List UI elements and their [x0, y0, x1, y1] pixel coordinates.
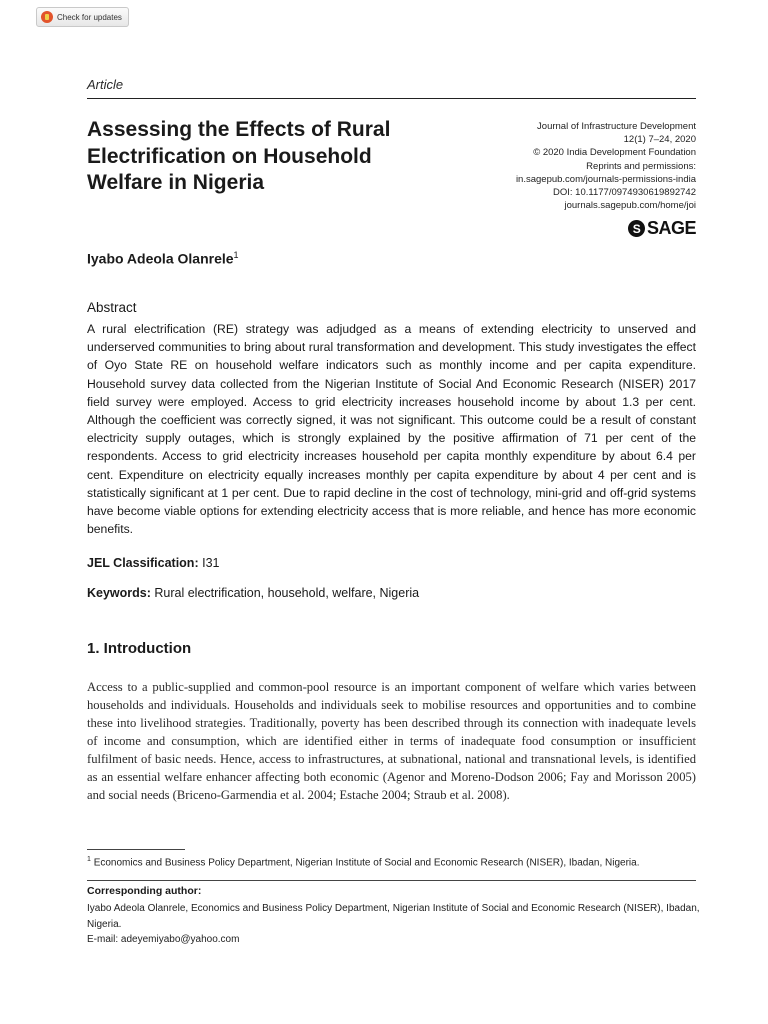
footnote-text: Economics and Business Policy Department, Nigerian Institute of Social and Economic Research (NISER), Ibadan, Nigeria.: [93, 857, 640, 869]
keywords-label: Keywords:: [87, 586, 151, 600]
corresponding-author-heading: Corresponding author:: [87, 885, 202, 897]
keywords: [87, 586, 419, 600]
keywords-value: Rural electrification, household, welfare, Nigeria: [154, 586, 420, 600]
corresponding-author-block: [87, 901, 702, 948]
introduction-paragraph: Access to a public-supplied and common-pool resource is an important component of welfare which varies between households and individuals. Households and individuals seek to mobilise resources and opportunities and to combine these into livelihood strategies. Traditionally, poverty has been described through its connection with inadequate levels of income and consumption, which are identified either in terms of inadequate food consumption or insufficient fulfilment of basic needs. Hence, access to infrastructures, at subnational, national and transnational levels, is identified as an essential welfare enhancer affecting both economic (Agenor and Moreno-Dodson 2006; Fay and Morisson 2005) and social needs (Briceno-Garmendia et al. 2004; Estache 2004; Straub et al. 2008).: [87, 680, 696, 802]
abstract-text: A rural electrification (RE) strategy was adjudged as a means of extending electricity to unserved and underserved communities to bring about rural transformation and development. This study investigates the effect of Oyo State RE on household welfare indicators such as monthly income and per capita expenditure. Household survey data collected from the Nigerian Institute of Social And Economic Research (NISER) 2017 field survey were employed. Access to grid electricity increases household income by about 1.3 per cent. Although the coefficient was correctly signed, it was not significant. This outcome could be a result of constant electricity supply outages, which is strongly explained by the positive affirmation of 71 per cent of the respondents. Access to grid electricity increases household per capita monthly expenditure by about 6.4 per cent. Expenditure on electricity equally increases monthly per capita expenditure by about 4 per cent and is statistically significant at 1 per cent. Due to rapid decline in the cost of technology, mini-grid and off-grid systems have become viable options for extending electricity access that is more reliable, and hence has more economic benefits.: [87, 322, 696, 537]
journal-issue: 12(1) 7–24, 2020: [623, 134, 696, 146]
author-name-text: Iyabo Adeola Olanrele: [87, 250, 234, 267]
reprints-line: Reprints and permissions:: [586, 160, 696, 172]
sage-logo-icon: S: [628, 220, 645, 237]
author-name: [87, 250, 239, 267]
journal-name: Journal of Infrastructure Development: [537, 121, 696, 132]
corresponding-address: Iyabo Adeola Olanrele, Economics and Business Policy Department, Nigerian Institute of Social and Economic Research (NISER), Ibadan, Nigeria.: [87, 903, 700, 930]
jel-classification: [87, 556, 219, 570]
permissions-link[interactable]: in.sagepub.com/journals-permissions-india: [515, 173, 696, 185]
affiliation-footnote: [87, 853, 707, 869]
copyright-line: © 2020 India Development Foundation: [533, 147, 696, 159]
jel-value: I31: [202, 556, 220, 570]
article-title: Assessing the Effects of Rural Electrification on Household Welfare in Nigeria: [87, 118, 391, 194]
abstract-heading: Abstract: [87, 300, 137, 315]
journal-home-link[interactable]: journals.sagepub.com/home/joi: [564, 200, 696, 212]
section-heading-introduction: 1. Introduction: [87, 640, 192, 657]
footnote-divider: [87, 849, 185, 850]
author-affiliation-mark: 1: [233, 250, 239, 260]
doi-line[interactable]: DOI: 10.1177/0974930619892742: [553, 187, 696, 199]
sage-logo: [628, 218, 696, 239]
check-for-updates-button[interactable]: [36, 7, 129, 27]
corresponding-divider: [87, 880, 696, 881]
crossmark-icon: [41, 11, 53, 23]
footnote-mark: 1: [87, 856, 91, 863]
check-for-updates-label: Check for updates: [57, 12, 122, 22]
corresponding-email[interactable]: E-mail: adeyemiyabo@yahoo.com: [87, 934, 240, 945]
article-type-label: Article: [87, 77, 124, 92]
journal-info: [436, 120, 696, 212]
header-divider: [87, 98, 696, 99]
jel-label: JEL Classification:: [87, 556, 199, 570]
sage-logo-text: SAGE: [646, 218, 696, 238]
